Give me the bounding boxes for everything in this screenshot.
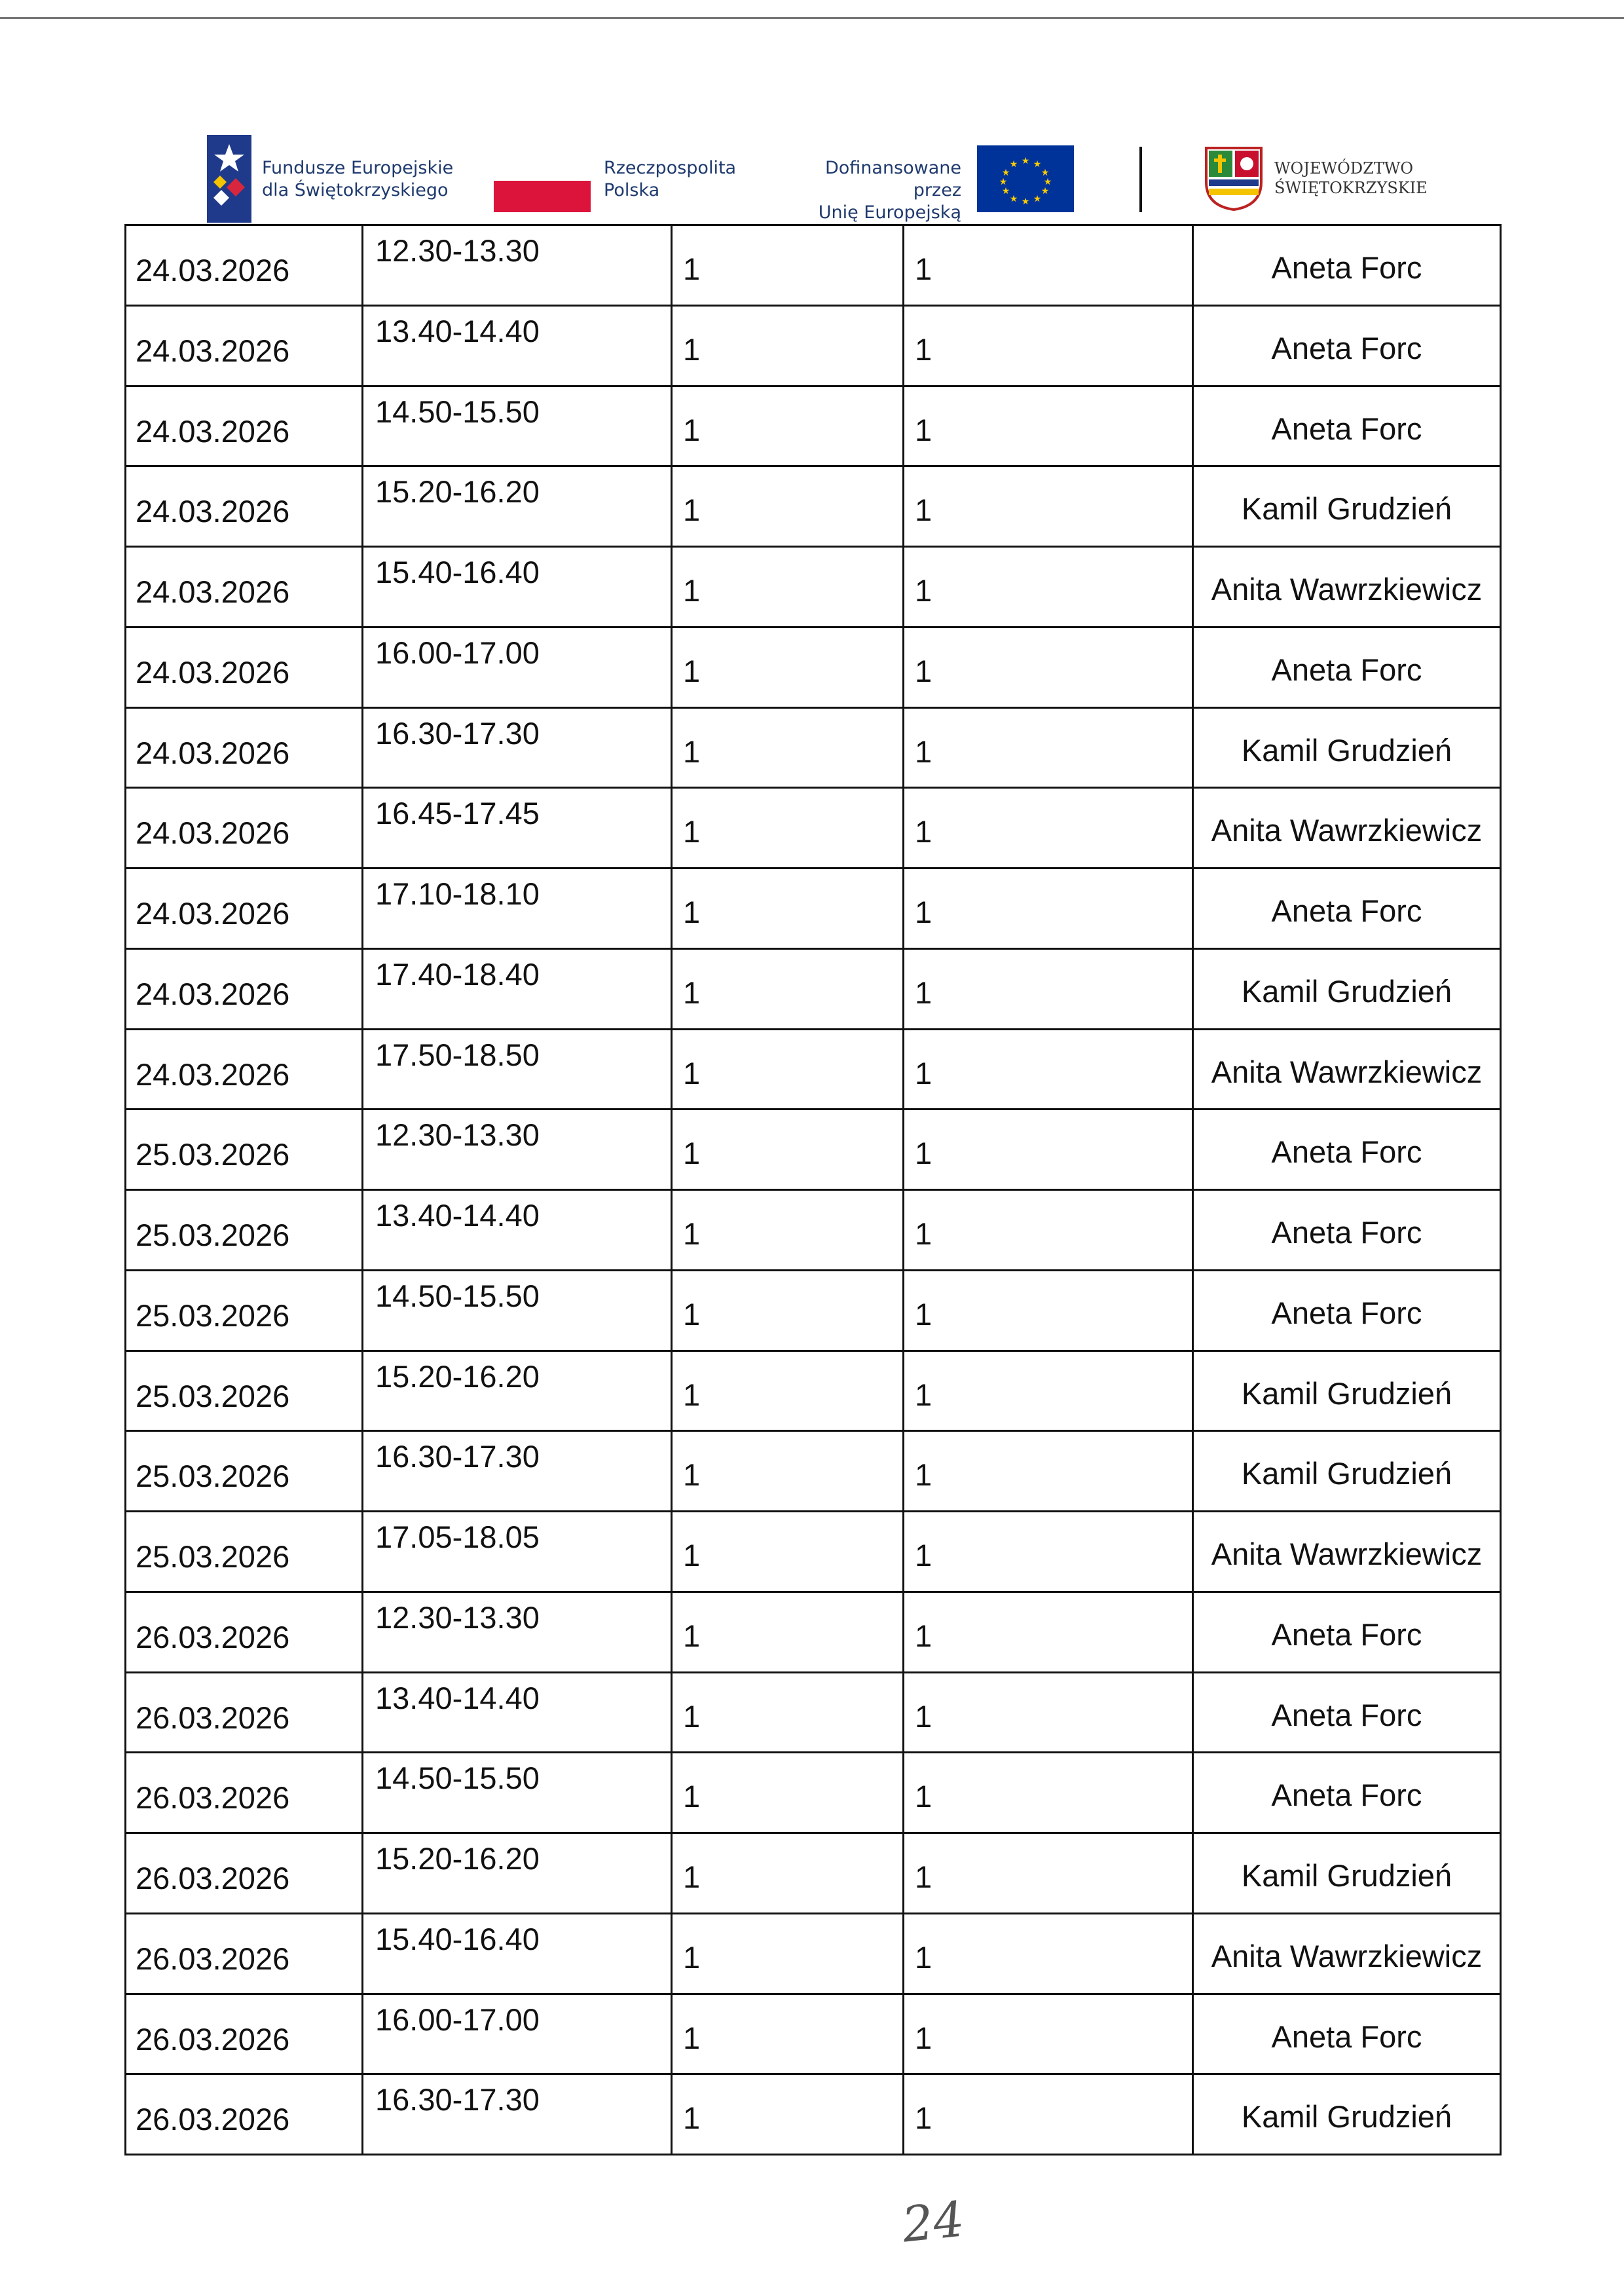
count-cell-text: 1 [915, 814, 932, 849]
time-cell [363, 1029, 672, 1110]
time-cell-text: 16.45-17.45 [375, 796, 540, 831]
count-cell [672, 948, 904, 1029]
time-cell [363, 948, 672, 1029]
count-cell-text: 1 [683, 975, 701, 1010]
count-cell [904, 1270, 1193, 1351]
time-cell [363, 305, 672, 386]
count-cell [904, 627, 1193, 707]
name-cell [1193, 1431, 1501, 1512]
name-cell [1193, 1110, 1501, 1190]
count-cell [904, 868, 1193, 949]
time-cell-text: 16.30-17.30 [375, 1439, 540, 1474]
date-cell-text: 25.03.2026 [136, 1297, 290, 1333]
schedule-body [126, 225, 1501, 2155]
count-cell-text: 1 [915, 975, 932, 1010]
date-cell [126, 1029, 363, 1110]
time-cell [363, 1351, 672, 1431]
date-cell [126, 868, 363, 949]
time-cell [363, 386, 672, 466]
time-cell [363, 1753, 672, 1833]
count-cell [904, 1351, 1193, 1431]
count-cell [672, 1351, 904, 1431]
count-cell-text: 1 [683, 2100, 701, 2136]
time-cell-text: 17.50-18.50 [375, 1037, 540, 1072]
table-row [126, 707, 1501, 788]
time-cell-text: 17.10-18.10 [375, 876, 540, 911]
table-row [126, 1270, 1501, 1351]
name-cell-text: Aneta Forc [1271, 1295, 1422, 1330]
table-row [126, 225, 1501, 306]
date-cell-text: 24.03.2026 [136, 333, 290, 368]
count-cell-text: 1 [915, 1698, 932, 1734]
count-cell-text: 1 [683, 1055, 701, 1091]
time-cell-text: 14.50-15.50 [375, 394, 540, 429]
table-row [126, 1592, 1501, 1672]
count-cell-text: 1 [915, 1377, 932, 1412]
date-cell-text: 24.03.2026 [136, 494, 290, 529]
time-cell [363, 1833, 672, 1914]
name-cell-text: Aneta Forc [1271, 652, 1422, 687]
time-cell [363, 868, 672, 949]
date-cell-text: 25.03.2026 [136, 1378, 290, 1413]
name-cell [1193, 1029, 1501, 1110]
count-cell [672, 1592, 904, 1672]
count-cell [904, 1994, 1193, 2074]
table-row [126, 788, 1501, 868]
date-cell [126, 707, 363, 788]
name-cell-text: Aneta Forc [1271, 411, 1422, 446]
count-cell [672, 547, 904, 627]
time-cell-text: 16.30-17.30 [375, 715, 540, 751]
date-cell [126, 1913, 363, 1994]
date-cell-text: 26.03.2026 [136, 2021, 290, 2057]
time-cell-text: 13.40-14.40 [375, 1198, 540, 1233]
name-cell-text: Aneta Forc [1271, 1215, 1422, 1250]
count-cell [672, 2074, 904, 2155]
date-cell-text: 26.03.2026 [136, 1700, 290, 1735]
table-row [126, 1833, 1501, 1914]
date-cell [126, 1672, 363, 1753]
svg-text:★: ★ [1001, 168, 1010, 178]
table-row [126, 386, 1501, 466]
time-cell [363, 1190, 672, 1271]
time-cell-text: 12.30-13.30 [375, 1117, 540, 1153]
count-cell [672, 1029, 904, 1110]
count-cell-text: 1 [683, 1939, 701, 1975]
count-cell-text: 1 [915, 1618, 932, 1653]
name-cell [1193, 386, 1501, 466]
date-cell-text: 25.03.2026 [136, 1539, 290, 1574]
count-cell [672, 1913, 904, 1994]
svg-text:★: ★ [1041, 168, 1050, 178]
time-cell [363, 788, 672, 868]
date-cell-text: 25.03.2026 [136, 1137, 290, 1172]
count-cell-text: 1 [683, 1538, 701, 1573]
name-cell-text: Kamil Grudzień [1241, 1456, 1452, 1491]
count-cell [672, 225, 904, 306]
name-cell [1193, 627, 1501, 707]
date-cell [126, 225, 363, 306]
table-row [126, 2074, 1501, 2155]
svg-text:★: ★ [1009, 159, 1018, 170]
time-cell-text: 16.30-17.30 [375, 2082, 540, 2118]
name-cell-text: Aneta Forc [1271, 250, 1422, 285]
date-cell [126, 1753, 363, 1833]
date-cell [126, 1351, 363, 1431]
count-cell [672, 1753, 904, 1833]
date-cell [126, 1431, 363, 1512]
name-cell-text: Anita Wawrzkiewicz [1211, 1537, 1483, 1571]
name-cell [1193, 707, 1501, 788]
count-cell [672, 1270, 904, 1351]
table-row [126, 1029, 1501, 1110]
logo-divider [1139, 147, 1142, 212]
table-row [126, 627, 1501, 707]
svg-text:★: ★ [999, 177, 1008, 187]
table-row [126, 1431, 1501, 1512]
count-cell [672, 466, 904, 547]
count-cell [904, 1190, 1193, 1271]
count-cell-text: 1 [683, 653, 701, 688]
table-row [126, 1110, 1501, 1190]
table-row [126, 1994, 1501, 2074]
count-cell [904, 1029, 1193, 1110]
name-cell [1193, 466, 1501, 547]
count-cell-text: 1 [683, 814, 701, 849]
table-row [126, 466, 1501, 547]
rp-logo-line2: Polska [604, 180, 660, 200]
count-cell-text: 1 [683, 2020, 701, 2055]
fe-logo-line2: dla Świętokrzyskiego [262, 180, 449, 200]
count-cell [672, 1431, 904, 1512]
count-cell-text: 1 [683, 252, 701, 286]
count-cell [904, 788, 1193, 868]
count-cell-text: 1 [683, 1618, 701, 1653]
count-cell [904, 1833, 1193, 1914]
name-cell [1193, 1351, 1501, 1431]
count-cell-text: 1 [683, 1296, 701, 1332]
time-cell-text: 13.40-14.40 [375, 313, 540, 348]
name-cell [1193, 948, 1501, 1029]
count-cell-text: 1 [915, 653, 932, 688]
svg-text:★: ★ [1033, 194, 1042, 204]
count-cell [904, 1592, 1193, 1672]
count-cell [904, 948, 1193, 1029]
count-cell-text: 1 [915, 1216, 932, 1251]
count-cell-text: 1 [683, 1779, 701, 1814]
table-row [126, 547, 1501, 627]
time-cell [363, 1431, 672, 1512]
date-cell-text: 24.03.2026 [136, 574, 290, 609]
name-cell [1193, 1913, 1501, 1994]
date-cell [126, 627, 363, 707]
time-cell-text: 12.30-13.30 [375, 233, 540, 268]
time-cell [363, 1592, 672, 1672]
count-cell-text: 1 [683, 493, 701, 528]
name-cell [1193, 305, 1501, 386]
count-cell [904, 1110, 1193, 1190]
date-cell [126, 1833, 363, 1914]
date-cell [126, 466, 363, 547]
count-cell-text: 1 [915, 1859, 932, 1894]
name-cell [1193, 788, 1501, 868]
svg-text:★: ★ [1041, 186, 1050, 196]
count-cell [672, 788, 904, 868]
count-cell-text: 1 [683, 331, 701, 367]
count-cell-text: 1 [683, 1698, 701, 1734]
name-cell [1193, 225, 1501, 306]
name-cell [1193, 1270, 1501, 1351]
count-cell-text: 1 [915, 1779, 932, 1814]
count-cell [672, 1512, 904, 1592]
name-cell [1193, 1672, 1501, 1753]
time-cell-text: 15.40-16.40 [375, 555, 540, 589]
logo-strip [0, 0, 1624, 223]
count-cell [904, 466, 1193, 547]
date-cell [126, 305, 363, 386]
svg-text:★: ★ [1021, 196, 1030, 207]
time-cell [363, 627, 672, 707]
polish-flag-icon [494, 181, 591, 212]
rp-logo-line1: Rzeczpospolita [604, 158, 737, 178]
count-cell-text: 1 [915, 2020, 932, 2055]
count-cell [904, 1512, 1193, 1592]
count-cell-text: 1 [915, 1457, 932, 1493]
date-cell [126, 1512, 363, 1592]
count-cell-text: 1 [915, 2100, 932, 2136]
table-row [126, 1351, 1501, 1431]
count-cell-text: 1 [683, 573, 701, 608]
time-cell-text: 13.40-14.40 [375, 1680, 540, 1715]
time-cell-text: 16.00-17.00 [375, 635, 540, 670]
name-cell [1193, 547, 1501, 627]
svg-text:★: ★ [1009, 194, 1018, 204]
count-cell-text: 1 [915, 1296, 932, 1332]
count-cell [672, 627, 904, 707]
count-cell [672, 1672, 904, 1753]
table-row [126, 1672, 1501, 1753]
count-cell-text: 1 [915, 1055, 932, 1091]
date-cell-text: 24.03.2026 [136, 815, 290, 851]
count-cell [904, 1431, 1193, 1512]
count-cell-text: 1 [683, 412, 701, 447]
handwritten-page-number: 24 [899, 2191, 967, 2254]
date-cell [126, 386, 363, 466]
ue-logo-line2: Unię Europejską [818, 202, 961, 223]
count-cell [904, 547, 1193, 627]
table-row [126, 305, 1501, 386]
name-cell [1193, 2074, 1501, 2155]
count-cell-text: 1 [915, 734, 932, 769]
date-cell-text: 24.03.2026 [136, 1056, 290, 1092]
count-cell-text: 1 [683, 1859, 701, 1894]
time-cell-text: 16.00-17.00 [375, 2002, 540, 2037]
date-cell [126, 948, 363, 1029]
count-cell-text: 1 [915, 1136, 932, 1171]
ue-logo-line1: Dofinansowane przez [824, 158, 961, 200]
date-cell [126, 1994, 363, 2074]
name-cell-text: Aneta Forc [1271, 1616, 1422, 1652]
name-cell-text: Kamil Grudzień [1241, 491, 1452, 527]
count-cell [904, 305, 1193, 386]
table-row [126, 1190, 1501, 1271]
date-cell-text: 26.03.2026 [136, 1619, 290, 1654]
date-cell [126, 1592, 363, 1672]
time-cell [363, 1512, 672, 1592]
name-cell [1193, 1592, 1501, 1672]
name-cell-text: Kamil Grudzień [1241, 973, 1452, 1009]
name-cell [1193, 1512, 1501, 1592]
count-cell [672, 305, 904, 386]
time-cell-text: 14.50-15.50 [375, 1761, 540, 1796]
date-cell-text: 24.03.2026 [136, 253, 290, 288]
date-cell [126, 547, 363, 627]
name-cell-text: Anita Wawrzkiewicz [1211, 1938, 1483, 1973]
count-cell-text: 1 [915, 331, 932, 367]
name-cell-text: Aneta Forc [1271, 1778, 1422, 1813]
count-cell [672, 1110, 904, 1190]
time-cell [363, 466, 672, 547]
count-cell-text: 1 [915, 895, 932, 929]
date-cell-text: 26.03.2026 [136, 1780, 290, 1816]
date-cell-text: 24.03.2026 [136, 896, 290, 931]
date-cell-text: 24.03.2026 [136, 976, 290, 1011]
time-cell-text: 17.05-18.05 [375, 1520, 540, 1554]
name-cell [1193, 868, 1501, 949]
date-cell-text: 25.03.2026 [136, 1218, 290, 1252]
name-cell-text: Anita Wawrzkiewicz [1211, 572, 1483, 606]
date-cell-text: 26.03.2026 [136, 1941, 290, 1976]
time-cell [363, 547, 672, 627]
time-cell-text: 15.20-16.20 [375, 1358, 540, 1394]
woj-logo-line1: WOJEWÓDZTWO [1274, 159, 1414, 177]
table-row [126, 868, 1501, 949]
count-cell-text: 1 [915, 493, 932, 528]
count-cell-text: 1 [915, 1939, 932, 1975]
time-cell [363, 1994, 672, 2074]
count-cell [904, 707, 1193, 788]
name-cell-text: Aneta Forc [1271, 893, 1422, 928]
count-cell [672, 386, 904, 466]
name-cell-text: Aneta Forc [1271, 1697, 1422, 1732]
table-row [126, 1512, 1501, 1592]
woj-logo-line2: ŚWIĘTOKRZYSKIE [1274, 179, 1428, 197]
name-cell [1193, 1753, 1501, 1833]
count-cell [904, 1672, 1193, 1753]
time-cell [363, 1913, 672, 1994]
name-cell-text: Kamil Grudzień [1241, 1375, 1452, 1411]
date-cell-text: 24.03.2026 [136, 735, 290, 770]
count-cell [672, 1994, 904, 2074]
coat-of-arms-icon [1204, 145, 1264, 211]
time-cell [363, 2074, 672, 2155]
count-cell-text: 1 [915, 573, 932, 608]
name-cell-text: Aneta Forc [1271, 330, 1422, 365]
name-cell [1193, 1994, 1501, 2074]
svg-text:★: ★ [1001, 186, 1010, 196]
time-cell [363, 1110, 672, 1190]
time-cell-text: 12.30-13.30 [375, 1599, 540, 1635]
schedule-table [124, 224, 1502, 2155]
name-cell-text: Anita Wawrzkiewicz [1211, 1054, 1483, 1089]
table-row [126, 948, 1501, 1029]
date-cell [126, 2074, 363, 2155]
time-cell-text: 17.40-18.40 [375, 956, 540, 992]
time-cell [363, 1270, 672, 1351]
date-cell-text: 25.03.2026 [136, 1459, 290, 1494]
count-cell [904, 2074, 1193, 2155]
count-cell [672, 1833, 904, 1914]
time-cell [363, 707, 672, 788]
name-cell-text: Anita Wawrzkiewicz [1211, 813, 1483, 848]
name-cell-text: Aneta Forc [1271, 1134, 1422, 1170]
fe-logo-line1: Fundusze Europejskie [262, 158, 454, 178]
count-cell-text: 1 [915, 412, 932, 447]
count-cell [672, 868, 904, 949]
count-cell [904, 1913, 1193, 1994]
eu-flag-icon [977, 145, 1074, 212]
time-cell-text: 15.40-16.40 [375, 1921, 540, 1956]
count-cell [672, 1190, 904, 1271]
count-cell-text: 1 [683, 1377, 701, 1412]
date-cell [126, 788, 363, 868]
count-cell-text: 1 [683, 1216, 701, 1251]
fe-emblem-icon [207, 135, 251, 223]
date-cell-text: 24.03.2026 [136, 413, 290, 449]
date-cell [126, 1110, 363, 1190]
count-cell [904, 386, 1193, 466]
time-cell-text: 15.20-16.20 [375, 474, 540, 510]
time-cell [363, 1672, 672, 1753]
svg-text:★: ★ [1033, 159, 1042, 170]
date-cell [126, 1270, 363, 1351]
date-cell-text: 26.03.2026 [136, 2102, 290, 2137]
time-cell-text: 15.20-16.20 [375, 1841, 540, 1876]
count-cell-text: 1 [683, 895, 701, 929]
date-cell-text: 24.03.2026 [136, 654, 290, 690]
count-cell-text: 1 [915, 252, 932, 286]
time-cell [363, 225, 672, 306]
name-cell-text: Kamil Grudzień [1241, 1858, 1452, 1893]
count-cell [672, 707, 904, 788]
table-row [126, 1753, 1501, 1833]
name-cell-text: Kamil Grudzień [1241, 2099, 1452, 2135]
name-cell-text: Kamil Grudzień [1241, 732, 1452, 768]
count-cell-text: 1 [683, 1136, 701, 1171]
name-cell-text: Aneta Forc [1271, 2019, 1422, 2054]
count-cell-text: 1 [683, 1457, 701, 1493]
name-cell [1193, 1833, 1501, 1914]
count-cell-text: 1 [915, 1538, 932, 1573]
time-cell-text: 14.50-15.50 [375, 1278, 540, 1313]
count-cell [904, 225, 1193, 306]
count-cell [904, 1753, 1193, 1833]
table-row [126, 1913, 1501, 1994]
count-cell-text: 1 [683, 734, 701, 769]
name-cell [1193, 1190, 1501, 1271]
svg-text:★: ★ [1021, 156, 1030, 166]
date-cell [126, 1190, 363, 1271]
date-cell-text: 26.03.2026 [136, 1861, 290, 1895]
svg-text:★: ★ [1043, 177, 1052, 187]
